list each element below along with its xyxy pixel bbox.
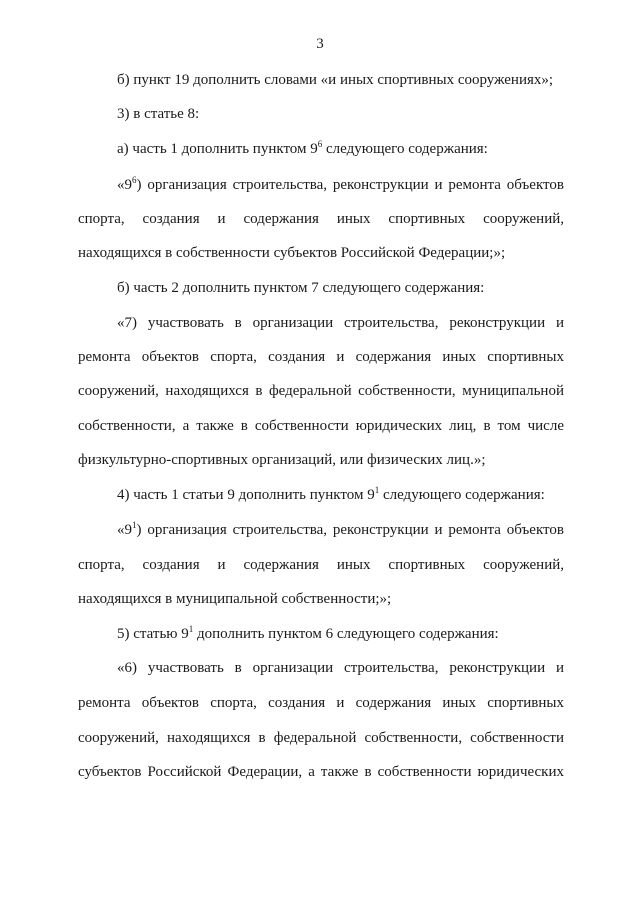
line-text: а) часть 1 дополнить пунктом 9: [117, 141, 318, 157]
paragraph-line: «6) участвовать в организации строительства, реконструкции и: [117, 660, 564, 676]
paragraph-line: [117, 175, 564, 195]
superscript: 1: [132, 520, 137, 530]
paragraph-line: [117, 485, 564, 505]
paragraph-line: б) часть 2 дополнить пунктом 7 следующего содержания:: [117, 280, 485, 296]
line-text: дополнить пунктом 6 следующего содержания:: [193, 626, 499, 642]
superscript: 6: [132, 175, 137, 185]
paragraph-line: сооружений, находящихся в федеральной собственности, муниципальной: [78, 383, 564, 399]
paragraph-line: спорта, создания и содержания иных спортивных сооружений,: [78, 211, 564, 227]
line-text: 5) статью 9: [117, 626, 189, 642]
page-number: 3: [316, 36, 324, 52]
paragraph-line: б) пункт 19 дополнить словами «и иных спортивных сооружениях»;: [117, 72, 554, 88]
paragraph-line: сооружений, находящихся в федеральной собственности, собственности: [78, 730, 564, 746]
paragraph-line: [117, 624, 564, 644]
paragraph-line: физкультурно-спортивных организаций, или физических лиц.»;: [78, 452, 486, 468]
line-text: ) организация строительства, реконструкции и ремонта объектов: [136, 522, 564, 538]
line-text: «9: [117, 177, 132, 193]
superscript: 1: [188, 624, 194, 634]
paragraph-line: 3) в статье 8:: [117, 106, 200, 122]
line-text: ) организация строительства, реконструкции и ремонта объектов: [136, 177, 564, 193]
paragraph-line: находящихся в собственности субъектов Российской Федерации;»;: [78, 245, 506, 261]
paragraph-line: спорта, создания и содержания иных спортивных сооружений,: [78, 557, 564, 573]
paragraph-line: субъектов Российской Федерации, а также в собственности юридических: [78, 764, 564, 780]
paragraph-line: ремонта объектов спорта, создания и содержания иных спортивных: [78, 349, 564, 365]
line-text: следующего содержания:: [322, 141, 488, 157]
line-text: следующего содержания:: [379, 487, 545, 503]
paragraph-line: [117, 139, 564, 159]
paragraph-line: «7) участвовать в организации строительства, реконструкции и: [117, 315, 564, 331]
line-text: «9: [117, 522, 132, 538]
superscript: 6: [317, 139, 323, 149]
line-text: 4) часть 1 статьи 9 дополнить пунктом 9: [117, 487, 375, 503]
paragraph-line: находящихся в муниципальной собственности;»;: [78, 591, 392, 607]
paragraph-line: собственности, а также в собственности юридических лиц, в том числе: [78, 418, 564, 434]
paragraph-line: ремонта объектов спорта, создания и содержания иных спортивных: [78, 695, 564, 711]
superscript: 1: [374, 485, 380, 495]
paragraph-line: [117, 520, 564, 540]
